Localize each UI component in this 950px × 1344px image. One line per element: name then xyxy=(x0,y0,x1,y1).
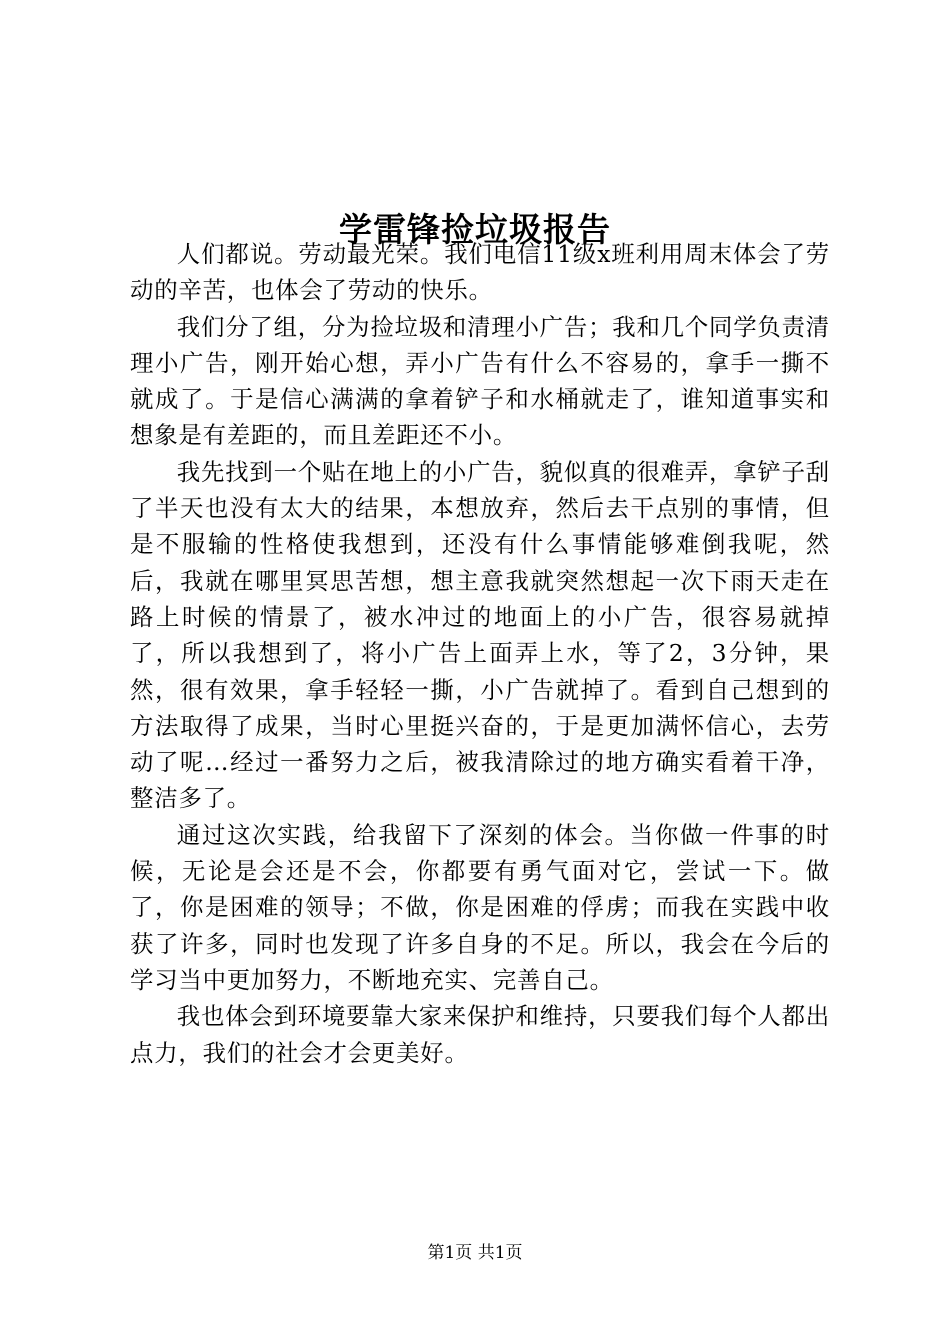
paragraph: 通过这次实践，给我留下了深刻的体会。当你做一件事的时候，无论是会还是不会，你都要有勇气面对它，尝试一下。做了，你是困难的领导；不做，你是困难的俘虏；而我在实践中收获了许多，同时也发现了许多自身的不足。所以，我会在今后的学习当中更加努力，不断地充实、完善自己。 xyxy=(130,820,830,994)
document-title: 学雷锋捡垃圾报告 xyxy=(339,210,611,250)
page-footer: 第1页 共1页 xyxy=(427,1243,523,1263)
paragraph: 人们都说。劳动最光荣。我们电信11级x班利用周末体会了劳动的辛苦，也体会了劳动的快乐。 xyxy=(130,240,830,305)
paragraph: 我们分了组，分为捡垃圾和清理小广告；我和几个同学负责清理小广告，刚开始心想，弄小广告有什么不容易的，拿手一撕不就成了。于是信心满满的拿着铲子和水桶就走了，谁知道事实和想象是有差距的，而且差距还不小。 xyxy=(130,312,830,450)
document-body xyxy=(130,236,830,1071)
paragraph: 我也体会到环境要靠大家来保护和维持，只要我们每个人都出点力，我们的社会才会更美好。 xyxy=(130,1002,830,1067)
paragraph: 我先找到一个贴在地上的小广告，貌似真的很难弄，拿铲子刮了半天也没有太大的结果，本想放弃，然后去干点别的事情，但是不服输的性格使我想到，还没有什么事情能够难倒我呢，然后，我就在哪里冥思苦想，想主意我就突然想起一次下雨天走在路上时候的情景了，被水冲过的地面上的小广告，很容易就掉了，所以我想到了，将小广告上面弄上水，等了2，3分钟，果然，很有效果，拿手轻轻一撕，小广告就掉了。看到自己想到的方法取得了成果，当时心里挺兴奋的，于是更加满怀信心，去劳动了呢…经过一番努力之后，被我清除过的地方确实看着干净，整洁多了。 xyxy=(130,457,830,813)
